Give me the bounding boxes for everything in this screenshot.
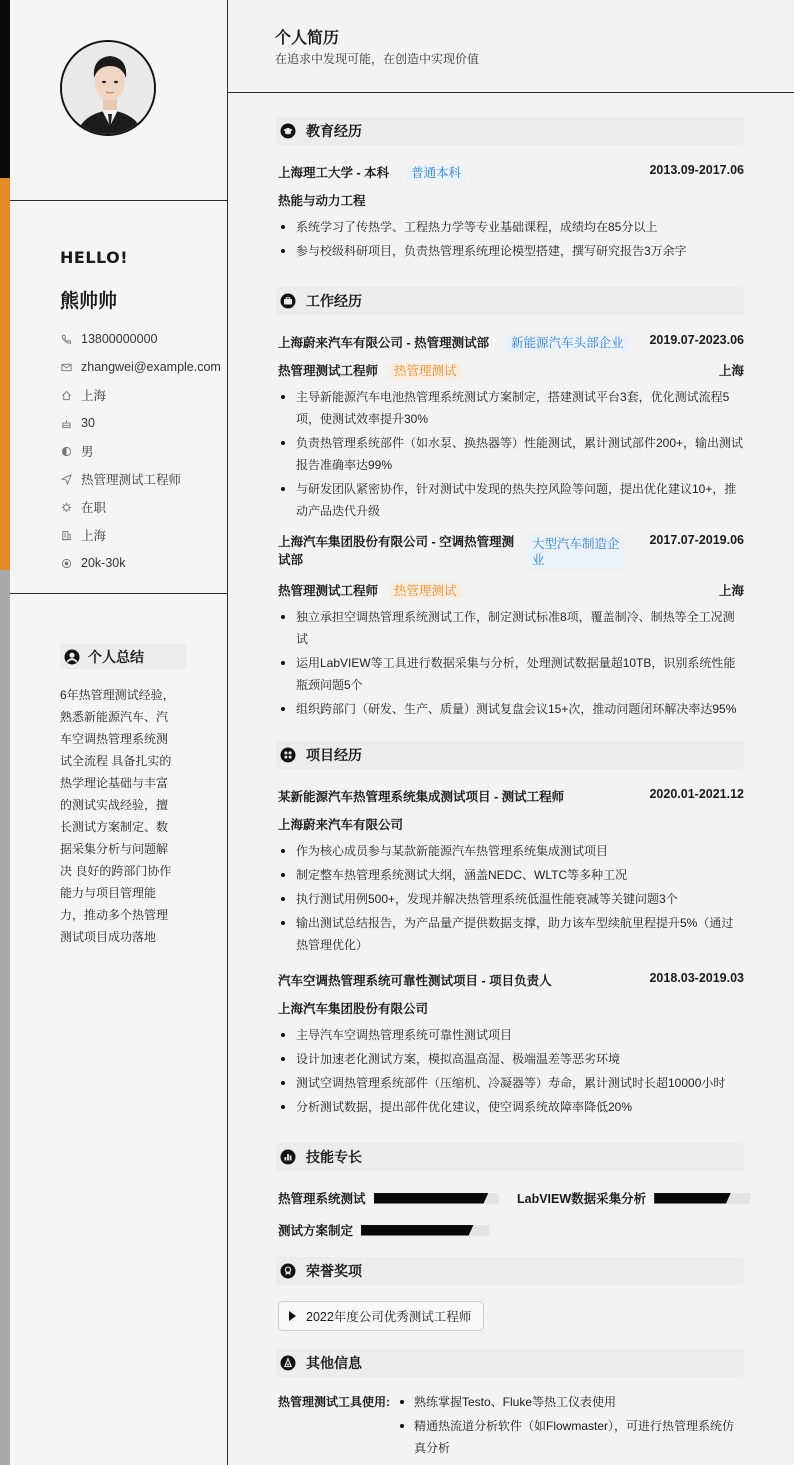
bar-chart-icon bbox=[280, 1149, 296, 1165]
job-position: 热管理测试工程师 bbox=[278, 364, 379, 378]
job-company-row bbox=[278, 333, 744, 351]
job-company: 上海汽车集团股份有限公司 - 空调热管理测试部 bbox=[278, 535, 515, 567]
main-content bbox=[228, 0, 794, 1465]
education-school-row bbox=[278, 163, 744, 181]
skill-bar-fill bbox=[374, 1193, 489, 1204]
cake-icon bbox=[60, 417, 72, 429]
list-item: 系统学习了传热学、工程热力学等专业基础课程，成绩均在85分以上 bbox=[278, 216, 744, 238]
projects-header bbox=[276, 741, 744, 769]
job-position-row bbox=[278, 361, 744, 379]
header-divider bbox=[228, 92, 794, 93]
phone-icon bbox=[60, 333, 72, 345]
mail-icon bbox=[60, 361, 72, 373]
info-location bbox=[60, 381, 230, 409]
info-email-value: zhangwei@example.com bbox=[81, 360, 221, 374]
project-name: 某新能源汽车热管理系统集成测试项目 - 测试工程师 bbox=[278, 790, 565, 804]
home-icon bbox=[60, 389, 72, 401]
skill-item bbox=[278, 1221, 489, 1239]
info-phone-value: 13800000000 bbox=[81, 332, 158, 346]
info-badge-icon bbox=[280, 1355, 296, 1371]
info-salary bbox=[60, 549, 230, 577]
project-name: 汽车空调热管理系统可靠性测试项目 - 项目负责人 bbox=[278, 974, 552, 988]
user-circle-icon bbox=[64, 649, 80, 665]
info-target-city bbox=[60, 521, 230, 549]
skill-item bbox=[517, 1189, 750, 1207]
info-status bbox=[60, 493, 230, 521]
color-strip-black bbox=[0, 0, 10, 178]
job-city: 上海 bbox=[718, 364, 744, 378]
project-name-row bbox=[278, 787, 744, 805]
project-bullets bbox=[278, 1024, 744, 1120]
job-company: 上海蔚来汽车有限公司 - 热管理测试部 bbox=[278, 336, 490, 350]
list-item: 负责热管理系统部件（如水泵、换热器等）性能测试，累计测试部件200+，输出测试报告准确率达99% bbox=[278, 432, 744, 476]
list-item: 与研发团队紧密协作，针对测试中发现的热失控风险等问题，提出优化建议10+，推动产品迭代升级 bbox=[278, 478, 744, 522]
skills-title: 技能专长 bbox=[306, 1149, 362, 1165]
awards-title: 荣誉奖项 bbox=[306, 1263, 362, 1279]
education-title: 教育经历 bbox=[306, 123, 362, 139]
color-strip-gray bbox=[0, 570, 10, 1465]
award-item[interactable] bbox=[278, 1301, 484, 1331]
info-age bbox=[60, 409, 230, 437]
graduation-cap-icon bbox=[280, 123, 296, 139]
skill-bar-fill bbox=[654, 1193, 731, 1204]
color-strip-orange bbox=[0, 178, 10, 570]
list-item: 测试空调热管理系统部件（压缩机、冷凝器等）寿命，累计测试时长超10000小时 bbox=[278, 1072, 744, 1094]
page-title: 个人简历 bbox=[275, 30, 340, 47]
skill-item bbox=[278, 1189, 499, 1207]
sidebar-divider bbox=[10, 200, 228, 201]
project-date: 2020.01-2021.12 bbox=[649, 787, 744, 801]
list-item: 熟练掌握Testo、Fluke等热工仪表使用 bbox=[398, 1391, 744, 1413]
school-name: 上海理工大学 - 本科 bbox=[278, 166, 390, 180]
avatar-portrait bbox=[62, 42, 156, 136]
job-city: 上海 bbox=[718, 584, 744, 598]
skill-bar-fill bbox=[361, 1225, 474, 1236]
skill-bar bbox=[361, 1225, 489, 1236]
list-item: 运用LabVIEW等工具进行数据采集与分析，处理测试数据量超10TB，识别系统性能瓶颈问题5个 bbox=[278, 652, 744, 696]
grid-icon bbox=[280, 747, 296, 763]
awards-header bbox=[276, 1257, 744, 1285]
job-company-row bbox=[278, 533, 744, 569]
sidebar bbox=[10, 0, 228, 1465]
project-date: 2018.03-2019.03 bbox=[649, 971, 744, 985]
list-item: 制定整车热管理系统测试大纲，涵盖NEDC、WLTC等多种工况 bbox=[278, 864, 744, 886]
project-company: 上海汽车集团股份有限公司 bbox=[278, 1002, 429, 1016]
list-item: 主导汽车空调热管理系统可靠性测试项目 bbox=[278, 1024, 744, 1046]
project-name-row bbox=[278, 971, 744, 989]
person-name: 熊帅帅 bbox=[60, 291, 118, 312]
list-item: 精通热流道分析软件（如Flowmaster），可进行热管理系统仿真分析 bbox=[398, 1415, 744, 1459]
list-item: 执行测试用例500+，发现并解决热管理系统低温性能衰减等关键问题3个 bbox=[278, 888, 744, 910]
skill-bar bbox=[374, 1193, 499, 1204]
info-email bbox=[60, 353, 230, 381]
info-position-value: 热管理测试工程师 bbox=[81, 473, 182, 487]
avatar bbox=[60, 40, 156, 136]
job-company-tag: 大型汽车制造企业 bbox=[528, 535, 624, 569]
summary-title: 个人总结 bbox=[88, 648, 144, 665]
info-salary-value: 20k-30k bbox=[81, 556, 126, 570]
info-phone bbox=[60, 325, 230, 353]
other-header bbox=[276, 1349, 744, 1377]
list-item: 主导新能源汽车电池热管理系统测试方案制定，搭建测试平台3套，优化测试流程5项，使测试效率提升30% bbox=[278, 386, 744, 430]
job-position-row bbox=[278, 581, 744, 599]
info-gender-value: 男 bbox=[81, 445, 94, 459]
list-item: 组织跨部门（研发、生产、质量）测试复盘会议15+次，推动问题闭环解决率达95% bbox=[278, 698, 744, 720]
job-date: 2017.07-2019.06 bbox=[649, 533, 744, 547]
info-target-city-value: 上海 bbox=[81, 529, 107, 543]
send-icon bbox=[60, 473, 72, 485]
gender-icon bbox=[60, 445, 72, 457]
skills-header bbox=[276, 1143, 744, 1171]
project-company: 上海蔚来汽车有限公司 bbox=[278, 818, 404, 832]
education-date: 2013.09-2017.06 bbox=[649, 163, 744, 177]
list-item: 设计加速老化测试方案，模拟高温高湿、极端温差等恶劣环境 bbox=[278, 1048, 744, 1070]
status-icon bbox=[60, 501, 72, 513]
sidebar-divider bbox=[10, 593, 228, 594]
school-tag: 普通本科 bbox=[407, 165, 465, 181]
info-age-value: 30 bbox=[81, 416, 95, 430]
hello-text: HELLO! bbox=[60, 248, 129, 267]
job-position-tag: 热管理测试 bbox=[390, 363, 461, 379]
list-item: 作为核心成员参与某款新能源汽车热管理系统集成测试项目 bbox=[278, 840, 744, 862]
job-date: 2019.07-2023.06 bbox=[649, 333, 744, 347]
list-item: 参与校级科研项目，负责热管理系统理论模型搭建，撰写研究报告3万余字 bbox=[278, 240, 744, 262]
education-major: 热能与动力工程 bbox=[278, 194, 366, 208]
info-status-value: 在职 bbox=[81, 501, 107, 515]
skill-name: LabVIEW数据采集分析 bbox=[517, 1192, 647, 1206]
skill-bar bbox=[654, 1193, 750, 1204]
summary-header bbox=[60, 644, 186, 669]
list-item: 分析测试数据，提出部件优化建议，使空调系统故障率降低20% bbox=[278, 1096, 744, 1118]
info-gender bbox=[60, 437, 230, 465]
skill-name: 测试方案制定 bbox=[278, 1224, 354, 1238]
work-title: 工作经历 bbox=[306, 293, 362, 309]
info-location-value: 上海 bbox=[81, 389, 107, 403]
other-title: 其他信息 bbox=[306, 1355, 362, 1371]
award-icon bbox=[280, 1263, 296, 1279]
education-bullets bbox=[278, 216, 744, 264]
info-position bbox=[60, 465, 230, 493]
job-position: 热管理测试工程师 bbox=[278, 584, 379, 598]
page-subtitle: 在追求中发现可能，在创造中实现价值 bbox=[275, 52, 480, 66]
skill-name: 热管理系统测试 bbox=[278, 1192, 366, 1206]
projects-title: 项目经历 bbox=[306, 747, 362, 763]
summary-text: 6年热管理测试经验，熟悉新能源汽车、汽车空调热管理系统测试全流程 具备扎实的热学理论基础与丰富的测试实战经验，擅长测试方案制定、数据采集分析与问题解决 良好的跨部门协作能力与项目管理能力，推动多个热管理测试项目成功落地 bbox=[60, 688, 175, 944]
other-bullets bbox=[398, 1391, 744, 1461]
job-company-tag: 新能源汽车头部企业 bbox=[507, 335, 628, 351]
job-bullets bbox=[278, 386, 744, 524]
briefcase-icon bbox=[280, 293, 296, 309]
other-label: 热管理测试工具使用: bbox=[278, 1395, 390, 1409]
play-triangle-icon bbox=[289, 1311, 296, 1321]
job-position-tag: 热管理测试 bbox=[390, 583, 461, 599]
money-icon bbox=[60, 557, 72, 569]
list-item: 输出测试总结报告，为产品量产提供数据支撑，助力该车型续航里程提升5%（通过热管理优化） bbox=[278, 912, 744, 956]
award-label: 2022年度公司优秀测试工程师 bbox=[306, 1310, 472, 1324]
list-item: 独立承担空调热管理系统测试工作，制定测试标准8项，覆盖制冷、制热等全工况测试 bbox=[278, 606, 744, 650]
contact-info-list bbox=[60, 325, 230, 577]
project-bullets bbox=[278, 840, 744, 958]
work-header bbox=[276, 287, 744, 315]
building-icon bbox=[60, 529, 72, 541]
education-header bbox=[276, 117, 744, 145]
job-bullets bbox=[278, 606, 744, 722]
